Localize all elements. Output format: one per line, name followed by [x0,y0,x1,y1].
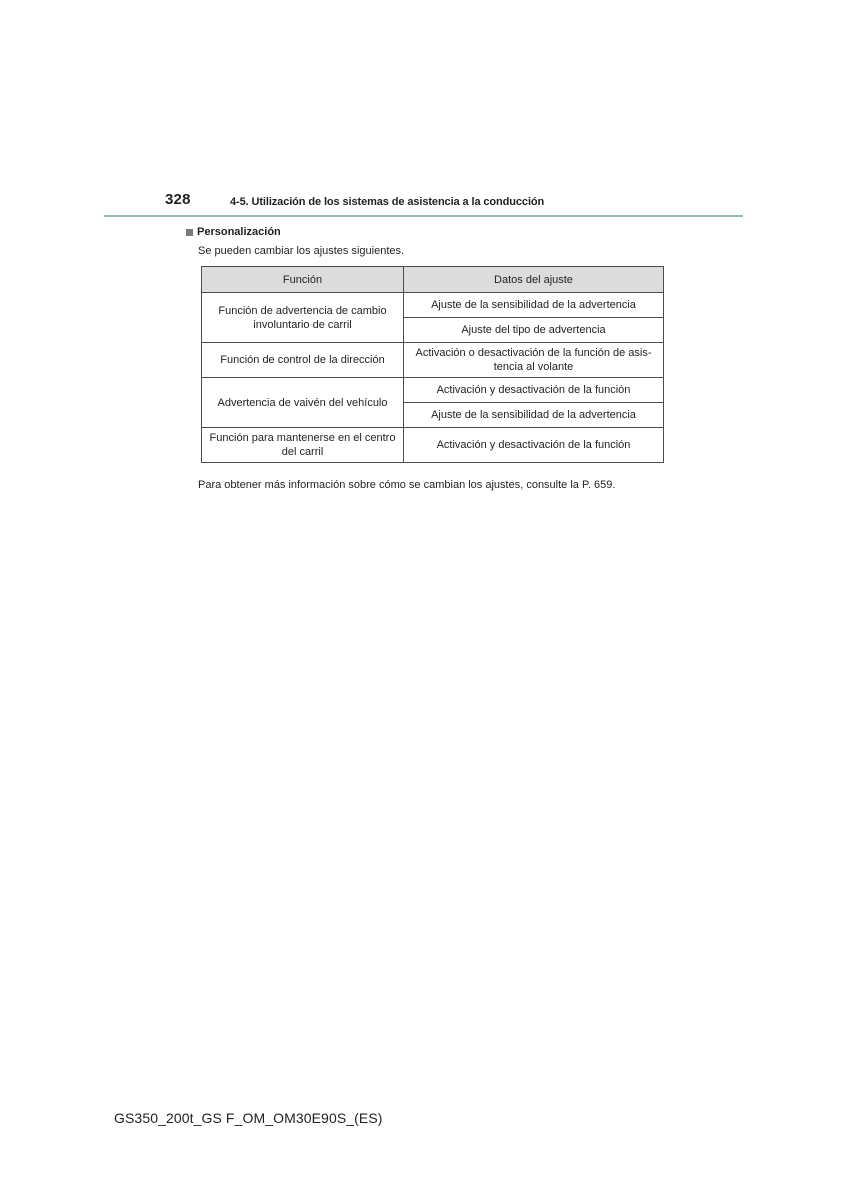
setting-cell: Ajuste del tipo de advertencia [404,318,664,343]
square-bullet-icon [186,229,193,236]
section-heading [186,226,281,238]
table-row [202,293,664,318]
table-row [202,428,664,463]
setting-cell: Activación y desactivación de la función [404,428,664,463]
table-row [202,343,664,378]
table-row [202,378,664,403]
function-cell: Función de control de la dirección [202,343,404,378]
function-cell: Función para mantenerse en el centro del carril [202,428,404,463]
setting-cell: Activación o desactivación de la función de asis-tencia al volante [404,343,664,378]
function-cell: Función de advertencia de cambio involuntario de carril [202,293,404,343]
footnote: Para obtener más información sobre cómo se cambian los ajustes, consulte la P. 659. [198,479,616,491]
column-header-settings: Datos del ajuste [404,267,664,293]
settings-table [201,266,664,463]
table-header-row [202,267,664,293]
column-header-function: Función [202,267,404,293]
heading-text: Personalización [197,226,281,238]
setting-cell: Ajuste de la sensibilidad de la advertencia [404,293,664,318]
header-rule [104,215,743,217]
footer-code: GS350_200t_GS F_OM_OM30E90S_(ES) [114,1110,383,1126]
intro-text: Se pueden cambiar los ajustes siguientes. [198,245,405,257]
page-number: 328 [165,191,191,208]
setting-cell: Activación y desactivación de la función [404,378,664,403]
function-cell: Advertencia de vaivén del vehículo [202,378,404,428]
setting-cell: Ajuste de la sensibilidad de la advertencia [404,403,664,428]
section-title: 4-5. Utilización de los sistemas de asistencia a la conducción [230,196,545,208]
